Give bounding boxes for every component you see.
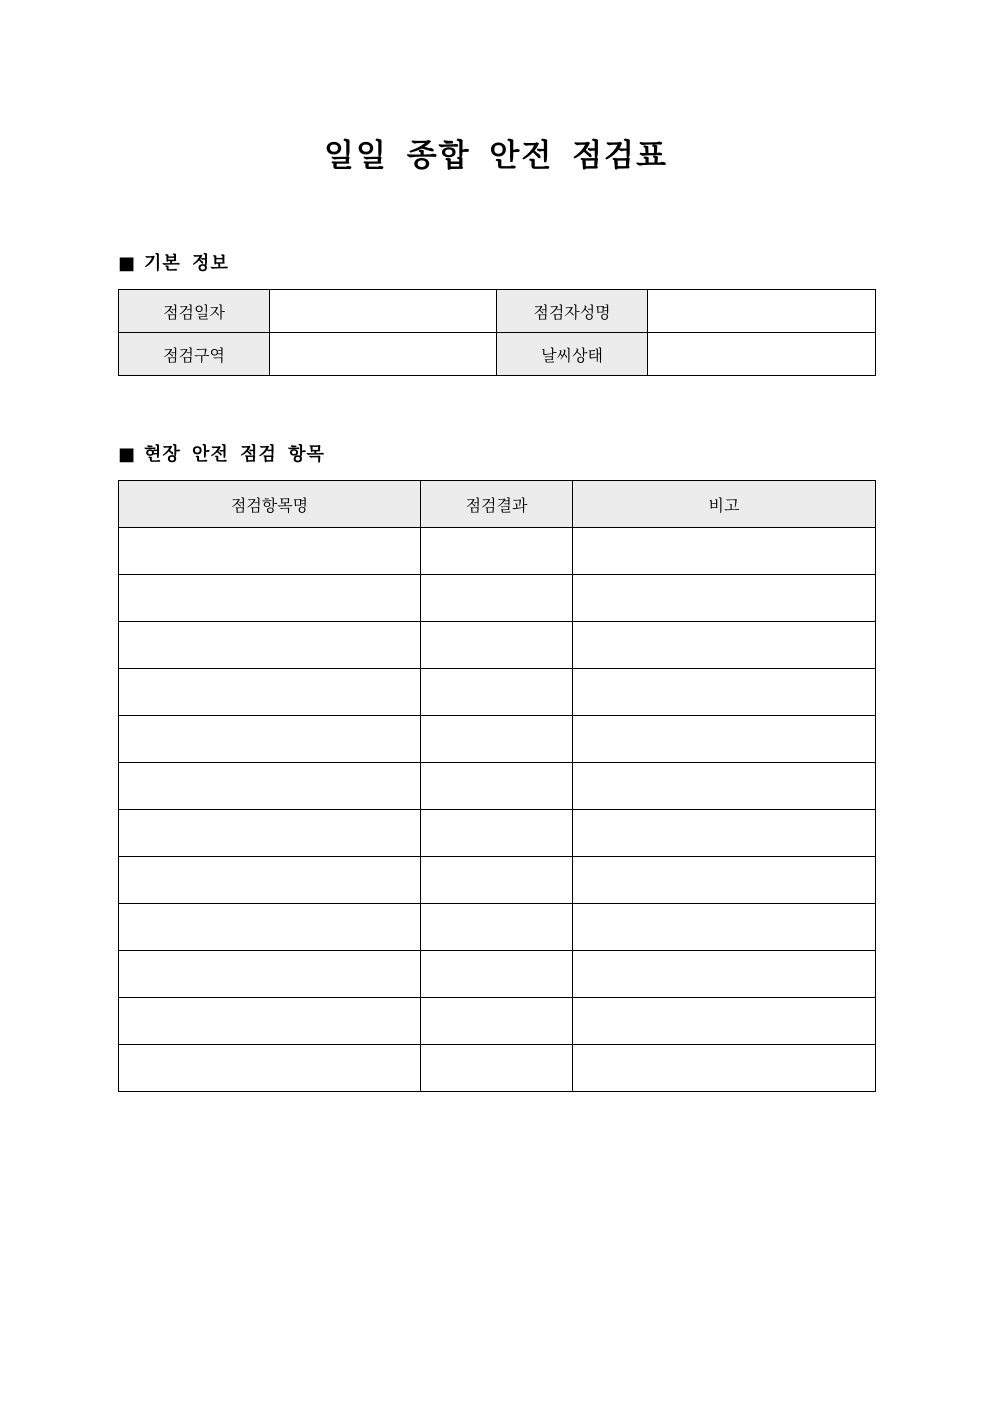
remarks-cell[interactable] — [573, 998, 876, 1045]
remarks-cell[interactable] — [573, 904, 876, 951]
item-name-cell[interactable] — [119, 810, 421, 857]
item-name-cell[interactable] — [119, 998, 421, 1045]
table-header-row — [119, 481, 876, 528]
remarks-cell[interactable] — [573, 622, 876, 669]
table-row — [119, 810, 876, 857]
table-row — [119, 575, 876, 622]
table-row — [119, 669, 876, 716]
result-cell[interactable] — [421, 857, 573, 904]
square-bullet-icon: ■ — [118, 253, 137, 274]
inspection-date-field[interactable] — [270, 290, 497, 333]
page-title: 일일 종합 안전 점검표 — [324, 138, 668, 174]
square-bullet-icon: ■ — [118, 444, 137, 465]
result-cell[interactable] — [421, 951, 573, 998]
remarks-cell[interactable] — [573, 810, 876, 857]
result-cell[interactable] — [421, 1045, 573, 1092]
item-name-cell[interactable] — [119, 622, 421, 669]
result-cell[interactable] — [421, 575, 573, 622]
column-header-result: 점검결과 — [421, 481, 573, 528]
table-row — [119, 716, 876, 763]
remarks-cell[interactable] — [573, 669, 876, 716]
remarks-cell[interactable] — [573, 763, 876, 810]
inspector-name-label: 점검자성명 — [497, 290, 648, 333]
remarks-cell[interactable] — [573, 716, 876, 763]
item-name-cell[interactable] — [119, 669, 421, 716]
table-row — [119, 857, 876, 904]
table-row — [119, 622, 876, 669]
basic-info-heading — [118, 252, 229, 276]
result-cell[interactable] — [421, 622, 573, 669]
inspection-area-label: 점검구역 — [119, 333, 270, 376]
item-name-cell[interactable] — [119, 904, 421, 951]
column-header-remarks: 비고 — [573, 481, 876, 528]
weather-field[interactable] — [648, 333, 876, 376]
basic-info-row — [119, 333, 876, 376]
item-name-cell[interactable] — [119, 528, 421, 575]
remarks-cell[interactable] — [573, 528, 876, 575]
inspection-date-label: 점검일자 — [119, 290, 270, 333]
table-row — [119, 763, 876, 810]
basic-info-heading-label: 기본 정보 — [144, 253, 229, 274]
remarks-cell[interactable] — [573, 1045, 876, 1092]
item-name-cell[interactable] — [119, 716, 421, 763]
safety-items-heading-label: 현장 안전 점검 항목 — [144, 444, 325, 465]
item-name-cell[interactable] — [119, 575, 421, 622]
inspector-name-field[interactable] — [648, 290, 876, 333]
safety-items-heading — [118, 443, 325, 467]
remarks-cell[interactable] — [573, 575, 876, 622]
result-cell[interactable] — [421, 810, 573, 857]
result-cell[interactable] — [421, 669, 573, 716]
table-row — [119, 904, 876, 951]
item-name-cell[interactable] — [119, 857, 421, 904]
table-row — [119, 998, 876, 1045]
table-row — [119, 528, 876, 575]
remarks-cell[interactable] — [573, 857, 876, 904]
result-cell[interactable] — [421, 904, 573, 951]
basic-info-table — [118, 289, 876, 376]
weather-label: 날씨상태 — [497, 333, 648, 376]
table-row — [119, 1045, 876, 1092]
remarks-cell[interactable] — [573, 951, 876, 998]
result-cell[interactable] — [421, 763, 573, 810]
item-name-cell[interactable] — [119, 763, 421, 810]
column-header-item-name: 점검항목명 — [119, 481, 421, 528]
inspection-area-field[interactable] — [270, 333, 497, 376]
safety-items-table — [118, 480, 876, 1092]
item-name-cell[interactable] — [119, 1045, 421, 1092]
result-cell[interactable] — [421, 716, 573, 763]
item-name-cell[interactable] — [119, 951, 421, 998]
basic-info-row — [119, 290, 876, 333]
table-row — [119, 951, 876, 998]
result-cell[interactable] — [421, 998, 573, 1045]
result-cell[interactable] — [421, 528, 573, 575]
